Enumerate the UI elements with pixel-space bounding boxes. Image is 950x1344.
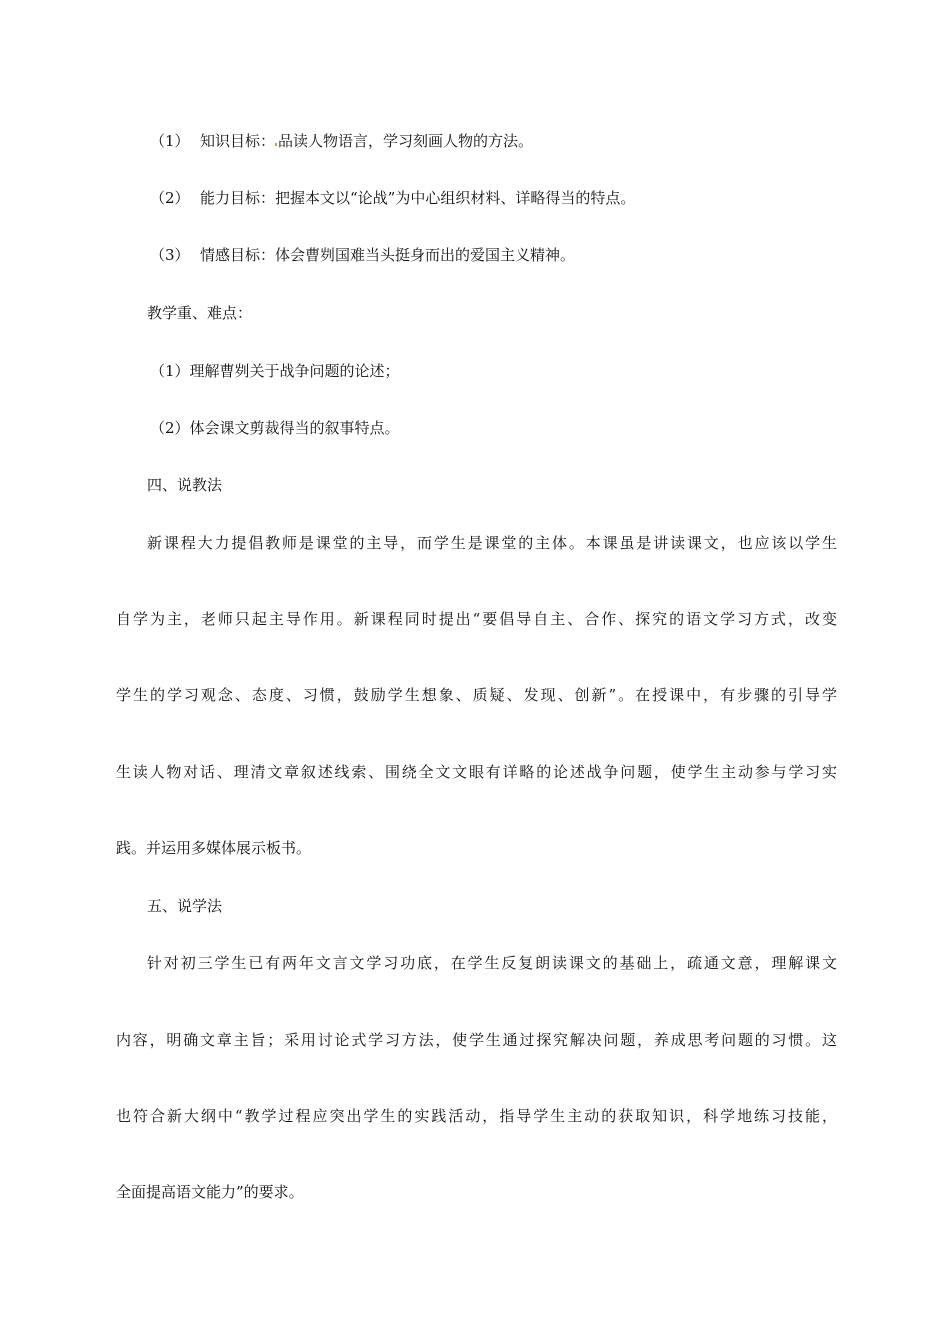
goal-label: 知识目标： — [200, 132, 276, 150]
goal-emotion — [150, 245, 575, 265]
goal-label: 情感目标： — [200, 246, 276, 264]
goal-number: （3） — [150, 246, 190, 264]
cursor-marker — [275, 143, 277, 146]
paragraph-line: 也符合新大纲中“教学过程应突出学生的实践活动，指导学生主动的获取知识，科学地练习技能， — [116, 1107, 837, 1125]
paragraph-line: 学生的学习观念、态度、习惯，鼓励学生想象、质疑、发现、创新”。在授课中，有步骤的引导学 — [116, 686, 837, 704]
paragraph-line: 生读人物对话、理清文章叙述线索、围绕全文文眼有详略的论述战争问题，使学生主动参与学习实 — [116, 763, 837, 781]
paragraph-line: 践。并运用多媒体展示板书。 — [116, 839, 312, 857]
key-points-heading: 教学重、难点： — [147, 304, 253, 322]
key-point-item: （2）体会课文剪裁得当的叙事特点。 — [150, 419, 400, 437]
goal-label: 能力目标： — [200, 189, 276, 207]
paragraph-line: 自学为主，老师只起主导作用。新课程同时提出“要倡导自主、合作、探究的语文学习方式，改变 — [116, 610, 837, 628]
section-heading-learning-method: 五、说学法 — [147, 897, 223, 915]
paragraph-line: 新课程大力提倡教师是课堂的主导，而学生是课堂的主体。本课虽是讲读课文，也应该以学生 — [147, 534, 837, 552]
paragraph-line: 内容，明确文章主旨；采用讨论式学习方法，使学生通过探究解决问题，养成思考问题的习惯。这 — [116, 1031, 837, 1049]
goal-number: （2） — [150, 189, 190, 207]
goal-text: 把握本文以“论战”为中心组织材料、详略得当的特点。 — [275, 189, 636, 207]
goal-ability — [150, 188, 635, 208]
paragraph-line: 全面提高语文能力”的要求。 — [116, 1183, 304, 1201]
goal-text: 品读人物语言，学习刻画人物的方法。 — [278, 132, 534, 150]
goal-number: （1） — [150, 132, 190, 150]
goal-text: 体会曹刿国难当头挺身而出的爱国主义精神。 — [275, 246, 576, 264]
key-point-item: （1）理解曹刿关于战争问题的论述； — [150, 362, 400, 380]
section-heading-teaching-method: 四、说教法 — [147, 476, 223, 494]
paragraph-line: 针对初三学生已有两年文言文学习功底，在学生反复朗读课文的基础上，疏通文意，理解课文 — [147, 954, 837, 972]
goal-knowledge — [150, 131, 533, 151]
